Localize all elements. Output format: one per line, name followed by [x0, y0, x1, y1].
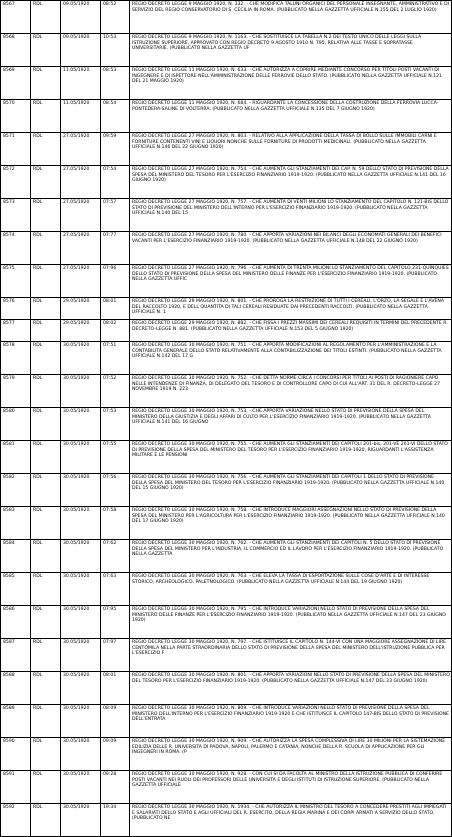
- date-cell-text: 30.05/1920: [63, 409, 90, 414]
- source-type-cell-text: RDL: [33, 607, 43, 612]
- table-row: [1, 133, 452, 166]
- description-cell: [130, 606, 452, 639]
- description-cell: [130, 1, 452, 34]
- record-number-cell: [1, 705, 31, 738]
- source-type-cell-text: RDL: [33, 68, 43, 73]
- date-cell: [61, 166, 101, 199]
- table-row: [1, 540, 452, 573]
- code-cell: [101, 573, 130, 606]
- source-type-cell-text: RDL: [33, 321, 43, 326]
- source-type-cell-text: RDL: [33, 167, 43, 172]
- table-row: [1, 672, 452, 705]
- record-number-cell: [1, 672, 31, 705]
- source-type-cell-text: RDL: [33, 442, 43, 447]
- record-number-cell: [1, 34, 31, 67]
- description-cell-text: REGIO DECRETO LEGGE 30 MAGGIO 1920, N. 1934. - CHE AUTORIZZA IL MINISTRO DEL TESORO A CONCEDERE PRESTITI AGLI IMPIEGATI E SALARIATI DELLO STATO E AGLI UFFICIALI DEL R. ESERCITO, DELLA REGIA MARINA E DEI CORPI ARMATI A SERVIZIO DELLO STATO. (PUBBLICATO NE: [132, 805, 447, 821]
- code-cell: [101, 540, 130, 573]
- record-number-cell-text: 8589: [3, 706, 15, 711]
- date-cell-text: 27.05/1920: [63, 200, 90, 205]
- record-number-cell-text: 8575: [3, 266, 15, 271]
- date-cell-text: 30.05/1920: [63, 607, 90, 612]
- date-cell: [61, 320, 101, 342]
- record-number-cell: [1, 441, 31, 474]
- record-number-cell: [1, 320, 31, 342]
- date-cell: [61, 1, 101, 34]
- source-type-cell: [31, 375, 61, 408]
- date-cell: [61, 771, 101, 804]
- description-cell: [130, 375, 452, 408]
- source-type-cell-text: RDL: [33, 541, 43, 546]
- date-cell-text: 29.05/1920: [63, 299, 90, 304]
- record-number-cell-text: 8576: [3, 299, 15, 304]
- code-cell: [101, 474, 130, 507]
- description-cell-text: REGIO DECRETO LEGGE 29 MAGGIO 1920, N. 801. - CHE PROROGA LA RESTRIZIONE DI TUTTI I CEREALI, L'ORZO, LA SEGALE E L'AVENA DEL RACCOLTO 1920, E DELL QUANTITA DI TALI CEREALI RESIDUATE DAI PRECEDENTI RACCOLTI. (PUBBLICATO NELLA GAZZETTA UFFICIALE N. 1: [132, 299, 444, 315]
- table-row: [1, 67, 452, 100]
- record-number-cell: [1, 166, 31, 199]
- code-cell-text: 07:52: [103, 376, 117, 381]
- table-row: [1, 408, 452, 441]
- record-number-cell-text: 8569: [3, 68, 15, 73]
- source-type-cell: [31, 474, 61, 507]
- date-cell-text: 27.05/1920: [63, 167, 90, 172]
- source-type-cell: [31, 705, 61, 738]
- record-number-cell-text: 8580: [3, 409, 15, 414]
- source-type-cell: [31, 199, 61, 232]
- code-cell-text: 07:54: [103, 167, 117, 172]
- code-cell: [101, 67, 130, 100]
- record-number-cell: [1, 67, 31, 100]
- table-row: [1, 474, 452, 507]
- code-cell-text: 09:59: [103, 134, 117, 139]
- code-cell-text: 07:53: [103, 409, 117, 414]
- date-cell-text: 30.05/1920: [63, 772, 90, 777]
- record-number-cell: [1, 639, 31, 672]
- record-number-cell: [1, 738, 31, 771]
- description-cell: [130, 199, 452, 232]
- date-cell: [61, 100, 101, 133]
- description-cell-text: REGIO DECRETO LEGGE 30 MAGGIO 1920, N. 801. - CHE APPORTA VARIAZIONI NELLO STATO DI PREVISIONE DELLA SPESA DEL MINISTERO DEL TESORO PER L'ESERCIZIO FINANZIARIO 1919-1920. (PUBBLICATO NELLA GAZZETTA UFFICIALE N.147 DEL 23 GIUGNO 1920): [132, 673, 450, 684]
- code-cell: [101, 166, 130, 199]
- record-number-cell-text: 8571: [3, 134, 15, 139]
- description-cell: [130, 474, 452, 507]
- date-cell: [61, 474, 101, 507]
- description-cell-text: REGIO DECRETO LEGGE 30 MAGGIO 1920, N. 763. - CHE ELEVA LA TASSA DI ESPORTAZIONE SULLE COSE D'ARTE E DI INTERESSE STORICO, ARCHEOLOGICO, PALETNOLOGICO. (PUBBLICATO NELLA GAZZETTA UFFICIALE N.144 DEL 19 GIUGNO 1920): [132, 574, 430, 585]
- record-number-cell-text: 8585: [3, 574, 15, 579]
- date-cell: [61, 133, 101, 166]
- record-number-cell-text: 8570: [3, 101, 15, 106]
- record-number-cell: [1, 342, 31, 375]
- source-type-cell: [31, 672, 61, 705]
- date-cell-text: 27.05/1920: [63, 266, 90, 271]
- source-type-cell-text: RDL: [33, 508, 43, 513]
- record-number-cell: [1, 1, 31, 34]
- table-body: [1, 1, 452, 837]
- description-cell-text: REGIO DECRETO LEGGE 30 MAGGIO 1920, N. 928. - CON CUI SI DA FACOLTA AL MINISTRO DELLA ISTRUZIONE PUBBLICA DI CONFERIRE POSTI VACANTI NEI RUOLI DEI PROFESSORI DELLE UNIVERSITA E DEGLI ISTITUTI DI ISTRUZIONE SUPERIORE. (PUBBLICATO NELLA GAZZETTA UFFICIALE: [132, 772, 443, 788]
- source-type-cell: [31, 804, 61, 837]
- code-cell: [101, 408, 130, 441]
- record-number-cell: [1, 540, 31, 573]
- source-type-cell-text: RDL: [33, 233, 43, 238]
- date-cell: [61, 441, 101, 474]
- code-cell-text: 07:62: [103, 541, 117, 546]
- code-cell-text: 08:01: [103, 299, 117, 304]
- description-cell-text: REGIO DECRETO LEGGE 27 MAGGIO 1920, N. 803. - RELATIVO ALLA APPLICAZIONE DELLA TASSA DI BOLLO SULLE IMMOBILI CARNI E FORNITURE CONTENENTI VINI E LIQUORI NONCHE SULLE FORNITURE DI PRODOTTI MEDICINALI. (PUBBLICATO NELLA GAZZETTA UFFICIALE N.146 DEL 22 GIUGNO 1920): [132, 134, 437, 150]
- date-cell-text: 30.05/1920: [63, 541, 90, 546]
- code-cell-text: 07:51: [103, 343, 117, 348]
- record-number-cell: [1, 474, 31, 507]
- description-cell: [130, 771, 452, 804]
- date-cell-text: 30.05/1920: [63, 673, 90, 678]
- table-row: [1, 606, 452, 639]
- date-cell: [61, 573, 101, 606]
- source-type-cell: [31, 34, 61, 67]
- table-row: [1, 265, 452, 298]
- source-type-cell: [31, 441, 61, 474]
- description-cell-text: REGIO DECRETO LEGGE 9 MAGGIO 1920, N. 332. - CHE MODIFICA TALUNI ORGANICI DEL PERSONALE INSEGNANTE, AMMINISTRATIVO E DI SERVIZIO DEL REGIO CONSERVATORIO DI S. CECILIA IN ROMA. (PUBBLICATO NELLA GAZZETTA UFFICIALE N.155 DEL 2 LUGLIO 1920): [132, 2, 449, 13]
- date-cell-text: 11.05/1920: [63, 101, 90, 106]
- table-row: [1, 342, 452, 375]
- description-cell-text: REGIO DECRETO LEGGE 9 MAGGIO 1920, N. 1163. - CHE SOSTITUISCE LA TABELLA N.2 DEI TESTO UNICO DELLE LEGGI SULLA ISTRUZIONE SUPERIORE, APPROVATO CON REGIO DECRETO 9 AGOSTO 1910 N. 795, RELATIVA ALLE TASSE E SOPRATASSE UNIVERSITARIE. (PUBBLICATO NELLA GAZZETTA UF: [132, 35, 422, 51]
- description-cell: [130, 573, 452, 606]
- description-cell: [130, 705, 452, 738]
- code-cell: [101, 100, 130, 133]
- source-type-cell: [31, 738, 61, 771]
- source-type-cell: [31, 540, 61, 573]
- date-cell-text: 30.05/1920: [63, 508, 90, 513]
- table-row: [1, 375, 452, 408]
- record-number-cell-text: 8588: [3, 673, 15, 678]
- source-type-cell: [31, 342, 61, 375]
- date-cell: [61, 408, 101, 441]
- source-type-cell-text: RDL: [33, 574, 43, 579]
- date-cell: [61, 804, 101, 837]
- date-cell-text: 11.05/1920: [63, 68, 90, 73]
- description-cell: [130, 804, 452, 837]
- date-cell-text: 27.05/1920: [63, 233, 90, 238]
- source-type-cell: [31, 639, 61, 672]
- description-cell-text: REGIO DECRETO LEGGE 11 MAGGIO 1920, N. 684. - RIGUARDANTE LA CONCESSIONE DELLA COSTRUZIONE DELLA FERROVIA LUCCA-PONTEDERA-SALINE DI VOLTERRA. (PUBBLICATO NELLA GAZZETTA UFFICIALE N.135 DEL 7 GIUGNO 1920): [132, 101, 439, 112]
- code-cell: [101, 507, 130, 540]
- description-cell: [130, 133, 452, 166]
- table-row: [1, 34, 452, 67]
- description-cell: [130, 265, 452, 298]
- source-type-cell: [31, 166, 61, 199]
- code-cell: [101, 320, 130, 342]
- table-row: [1, 199, 452, 232]
- description-cell-text: REGIO DECRETO LEGGE 11 MAGGIO 1920, N. 633. - CHE AUTORIZZA A COPRIRE MEDIANTE CONCORSO PER TITOLI POSTI VACANTI DI INGEGNERE E DI ISPETTORE NELL'AMMINISTRAZIONE DELLE FERROVIE DELLO STATO. (PUBBLICATO NELLA GAZZETTA UFFICIALE N.121 DEL 21 MAGGIO 1920): [132, 68, 442, 84]
- code-cell-text: 07:55: [103, 442, 117, 447]
- source-type-cell: [31, 408, 61, 441]
- description-cell-text: REGIO DECRETO LEGGE 27 MAGGIO 1920, N. 780. - CHE APPORTA VARIAZIONI NEI BILANCI DEGLI ECONOMATI GENERALI DEI BENEFICI VACANTI PER L'ESERCIZIO FINANZIARIO 1919-1920. (PUBBLICATO NELLA GAZZETTA UFFICIALE N.148 DEL 22 GIUGNO 1920): [132, 233, 442, 244]
- date-cell-text: 30.05/1920: [63, 442, 90, 447]
- record-number-cell: [1, 199, 31, 232]
- code-cell: [101, 298, 130, 320]
- record-number-cell-text: 8591: [3, 772, 15, 777]
- description-cell: [130, 507, 452, 540]
- table-row: [1, 804, 452, 837]
- record-number-cell-text: 8574: [3, 233, 15, 238]
- code-cell: [101, 232, 130, 265]
- source-type-cell: [31, 1, 61, 34]
- code-cell-text: 08:52: [103, 2, 117, 7]
- date-cell: [61, 540, 101, 573]
- table-row: [1, 738, 452, 771]
- description-cell: [130, 100, 452, 133]
- record-number-cell: [1, 375, 31, 408]
- code-cell: [101, 34, 130, 67]
- description-cell: [130, 408, 452, 441]
- source-type-cell-text: RDL: [33, 673, 43, 678]
- record-number-cell-text: 8590: [3, 739, 15, 744]
- date-cell: [61, 67, 101, 100]
- source-type-cell-text: RDL: [33, 343, 43, 348]
- description-cell: [130, 67, 452, 100]
- date-cell: [61, 672, 101, 705]
- description-cell-text: REGIO DECRETO LEGGE 30 MAGGIO 1920, N. 795. - CHE INTRODUCE VARIAZIONI NELLO STATO DI PREVISIONE DELLA SPESA DEL MINISTERO DELLE FINANZE PER L'ESERCIZIO FINANZIARIO 1919-1920. (PUBBLICATO NELLA GAZZETTA UFFICIALE N.147 DEL 23 GIUGNO 1920): [132, 607, 446, 623]
- code-cell-text: 08:02: [103, 321, 117, 326]
- record-number-cell: [1, 232, 31, 265]
- date-cell-text: 30.05/1920: [63, 640, 90, 645]
- source-type-cell-text: RDL: [33, 200, 43, 205]
- description-cell: [130, 232, 452, 265]
- description-cell-text: REGIO DECRETO LEGGE 29 MAGGIO 1920, N. 882. - CHE FISSA I PREZZI MASSIMI DEI CEREALI REQUISITI IN TERMINI DEL PRECEDENTE R. DECRETO-LEGGE N. 881. (PUBBLICATO NELLA GAZZETTA UFFICIALE N.153 DEL 5 GIUGNO 1920): [132, 321, 448, 332]
- code-cell: [101, 265, 130, 298]
- date-cell: [61, 342, 101, 375]
- description-cell: [130, 34, 452, 67]
- description-cell: [130, 320, 452, 342]
- code-cell-text: 09:28: [103, 772, 117, 777]
- code-cell: [101, 705, 130, 738]
- table-row: [1, 320, 452, 342]
- date-cell: [61, 639, 101, 672]
- record-number-cell: [1, 804, 31, 837]
- code-cell-text: 07:77: [103, 233, 117, 238]
- source-type-cell: [31, 320, 61, 342]
- date-cell-text: 29.05/1920: [63, 321, 90, 326]
- source-type-cell: [31, 606, 61, 639]
- source-type-cell-text: RDL: [33, 376, 43, 381]
- source-type-cell-text: RDL: [33, 101, 43, 106]
- source-type-cell: [31, 507, 61, 540]
- description-cell: [130, 342, 452, 375]
- record-number-cell-text: 8572: [3, 167, 15, 172]
- record-number-cell-text: 8583: [3, 508, 15, 513]
- date-cell-text: 09.05/1920: [63, 35, 90, 40]
- code-cell-text: 07:57: [103, 200, 117, 205]
- description-cell: [130, 672, 452, 705]
- date-cell: [61, 298, 101, 320]
- table-row: [1, 573, 452, 606]
- description-cell-text: REGIO DECRETO LEGGE 30 MAGGIO 1920, N. 762. - CHE AUMENTA GLI STANZIAMENTI DEI CAPITOLI N. 5 DELLO STATO DI PREVISIONE DELLA SPESA DEL MINISTERO PER L'INDUSTRIA, IL COMMERCIO ED IL LAVORO PER L'ESERCIZIO FINANZIARIO 1919-1920. (PUBBLICATO NELLA GAZZETTA: [132, 541, 444, 557]
- date-cell: [61, 507, 101, 540]
- code-cell-text: 08:01: [103, 673, 117, 678]
- description-cell-text: REGIO DECRETO LEGGE 27 MAGGIO 1920, N. 754. - CHE AUMENTA GLI STANZIAMENTI DEI CAP. N. 59 DELLO STATO DI PREVISIONE DELLA SPESA DEL MINISTERO DEL TESORO PER L'ESERCIZIO FINANZIARIO 1919-1920. (PUBBLICATO NELLA GAZZETTA UFFICIALE N.141 DEL 16 GIUGNO 1920): [132, 167, 449, 183]
- code-cell-text: 07:95: [103, 607, 117, 612]
- record-number-cell-text: 8578: [3, 343, 15, 348]
- code-cell: [101, 199, 130, 232]
- description-cell-text: REGIO DECRETO LEGGE 30 MAGGIO 1920, N. 755. - CHE AUMENTA GLI STANZIAMENTI DEI CAPITOLI 201-bis, 201-VE 201-VI DELLO STATO DI PREVISIONE DELLA SPESA DEL MINISTERO DEL TESORO PER L'ESERCIZIO FINANZIARIO 1919-1920, RIGUARDANTI L'ASSISTENZA MILITARE E LE PENSIONI: [132, 442, 448, 458]
- record-number-cell-text: 8592: [3, 805, 15, 810]
- source-type-cell: [31, 100, 61, 133]
- description-cell-text: REGIO DECRETO LEGGE 30 MAGGIO 1920, N. 753. - CHE APPORTA VARIAZIONE NELLO STATO DI PREVISIONE DELLA SPESA DEL MINISTERO DELLA GIUSTIZIA E DEGLI AFFARI DI CULTO PER L'ESERCIZIO FINANZIARIO 1919-1920. (PUBBLICATO NELLA GAZZETTA UFFICIALE N.141 DEL 16 GIUGNO: [132, 409, 431, 425]
- source-type-cell-text: RDL: [33, 640, 43, 645]
- code-cell-text: 07:97: [103, 640, 117, 645]
- source-type-cell-text: RDL: [33, 35, 43, 40]
- source-type-cell-text: RDL: [33, 772, 43, 777]
- table-row: [1, 1, 452, 34]
- date-cell: [61, 705, 101, 738]
- source-type-cell: [31, 298, 61, 320]
- date-cell: [61, 375, 101, 408]
- record-number-cell: [1, 606, 31, 639]
- description-cell: [130, 298, 452, 320]
- description-cell-text: REGIO DECRETO LEGGE 30 MAGGIO 1920, N. 756. - CHE AUMENTA GLI STANZIAMENTI DEI CAPITOLI 1 DELLO STATO DI PREVISIONE DELLA SPESA DEL MINISTERO DEL TESORO PER L'ESERCIZIO FINANZIARIO 1919-1920. (PUBBLICATO NELLA GAZZETTA UFFICIALE N.140 DEL 15 GIUGNO 1920): [132, 475, 445, 491]
- record-number-cell-text: 8586: [3, 607, 15, 612]
- description-cell-text: REGIO DECRETO LEGGE 30 MAGGIO 1920, N. 909. - CHE AUTORIZZA LA SPESA COMPLESSIVA DI LIRE 30 MILIONI PER LA SISTEMAZIONE EDILIZIA DELLE R. UNIVERSITA DI PADOVA, NAPOLI, PALERMO E CATANIA, NONCHE DELLA R. SCUOLA DI APPLICAZIONE PER GLI INGEGNERI IN ROMA. (P: [132, 739, 446, 755]
- description-cell-text: REGIO DECRETO LEGGE 27 MAGGIO 1920, N. 796. - CHE AUMENTA DI TRENTA MILIONI LO STANZIAMENTO DEL CAPITOLO 231-QUINQUIES DELLO STATO DI PREVISIONE DELLA SPESA DEL MINISTERO DELLE FINANZE PER L'ESERCIZIO FINANZIARIO 1919-1920. (PUBBLICATO NELLA GAZZETTA UFFIC: [132, 266, 449, 282]
- table-row: [1, 232, 452, 265]
- date-cell-text: 27.05/1920: [63, 134, 90, 139]
- record-number-cell-text: 8587: [3, 640, 15, 645]
- table-row: [1, 441, 452, 474]
- code-cell: [101, 804, 130, 837]
- date-cell-text: 09.05/1920: [63, 2, 90, 7]
- code-cell: [101, 771, 130, 804]
- date-cell-text: 30.05/1920: [63, 376, 90, 381]
- description-cell: [130, 441, 452, 474]
- date-cell: [61, 606, 101, 639]
- description-cell: [130, 166, 452, 199]
- source-type-cell-text: RDL: [33, 134, 43, 139]
- source-type-cell-text: RDL: [33, 299, 43, 304]
- date-cell-text: 30.05/1920: [63, 343, 90, 348]
- code-cell-text: 10:53: [103, 35, 117, 40]
- record-number-cell: [1, 771, 31, 804]
- table-row: [1, 100, 452, 133]
- description-cell-text: REGIO DECRETO LEGGE 30 MAGGIO 1920, N. 751. - CHE APPORTA MODIFICAZIONI AL REGOLAMENTO PER L'AMMINISTRAZIONE E LA CONTABILITA GENERALE DELLO STATO RELATIVAMENTE ALLA CONTABILIZZAZIONE DEI TITOLI ESTINTI. (PUBBLICATO NELLA GAZZETTA UFFICIALE N.142 DEL 17 G: [132, 343, 442, 359]
- code-cell-text: 09:09: [103, 739, 117, 744]
- record-number-cell-text: 8573: [3, 200, 15, 205]
- record-number-cell: [1, 265, 31, 298]
- description-cell-text: REGIO DECRETO LEGGE 27 MAGGIO 1920, N. 757. - CHE AUMENTA DI VENTI MILIONI LO STANZIAMENTO DEL CAPITOLO N. 121-BIS DELLO STATO DI PREVISIONE DEL MINISTERO DELL'INTERNO PER L'ESERCIZIO FINANZIARIO 1919-1920. (PUBBLICATO NELLA GAZZETTA UFFICIALE N.140 DEL 15: [132, 200, 449, 216]
- code-cell: [101, 133, 130, 166]
- code-cell: [101, 342, 130, 375]
- date-cell-text: 30.05/1920: [63, 475, 90, 480]
- source-type-cell: [31, 232, 61, 265]
- code-cell-text: 08:54: [103, 101, 117, 106]
- code-cell: [101, 606, 130, 639]
- table-row: [1, 639, 452, 672]
- record-number-cell-text: 8582: [3, 475, 15, 480]
- source-type-cell: [31, 573, 61, 606]
- record-number-cell-text: 8584: [3, 541, 15, 546]
- source-type-cell-text: RDL: [33, 409, 43, 414]
- date-cell: [61, 199, 101, 232]
- code-cell: [101, 639, 130, 672]
- source-type-cell-text: RDL: [33, 266, 43, 271]
- record-number-cell: [1, 507, 31, 540]
- description-cell-text: REGIO DECRETO LEGGE 30 MAGGIO 1920, N. 809. - CHE INTRODUCE VARIAZIONI NELLO STATO DI PREVISIONE DELLA SPESA DEL MINISTERO DELL'INTERNO PER L'ESERCIZIO FINANZIARIO 1919-1920 E CHE ISTITUISCE IL CAPITOLO 147-BIS DELLO STATO DI PREVISIONE DELL'ENTRATA: [132, 706, 449, 722]
- code-cell-text: 08:53: [103, 68, 117, 73]
- date-cell: [61, 232, 101, 265]
- code-cell: [101, 672, 130, 705]
- record-number-cell-text: 8579: [3, 376, 15, 381]
- description-cell: [130, 639, 452, 672]
- record-number-cell-text: 8567: [3, 2, 15, 7]
- source-type-cell-text: RDL: [33, 2, 43, 7]
- code-cell: [101, 441, 130, 474]
- description-cell-text: REGIO DECRETO LEGGE 30 MAGGIO 1920, N. 752. - CHE DETTA NORME CIRCA I CONCORSI PER TITOLI AI POSTI DI RAGIONIERE CAPO NELLE INTENDENZE DI FINANZA, DI DELEGATO DEL TESORO E DI CONTROLLORE CAPO DI CUI ALL'ART. 31 DEL R. DECRETO-LEGGE 27 NOVEMBRE 1919 N. 223: [132, 376, 440, 392]
- source-type-cell: [31, 67, 61, 100]
- source-type-cell: [31, 265, 61, 298]
- record-number-cell-text: 8568: [3, 35, 15, 40]
- code-cell-text: 07:96: [103, 266, 117, 271]
- date-cell: [61, 738, 101, 771]
- code-cell: [101, 375, 130, 408]
- source-type-cell-text: RDL: [33, 475, 43, 480]
- date-cell-text: 30.05/1920: [63, 805, 90, 810]
- source-type-cell-text: RDL: [33, 739, 43, 744]
- source-type-cell: [31, 771, 61, 804]
- date-cell-text: 30.05/1920: [63, 739, 90, 744]
- description-cell: [130, 738, 452, 771]
- code-cell-text: 07:63: [103, 574, 117, 579]
- code-cell-text: 19:34: [103, 805, 117, 810]
- date-cell-text: 30.05/1920: [63, 574, 90, 579]
- table-row: [1, 705, 452, 738]
- record-number-cell: [1, 133, 31, 166]
- record-number-cell: [1, 573, 31, 606]
- code-cell-text: 08:09: [103, 706, 117, 711]
- source-type-cell-text: RDL: [33, 706, 43, 711]
- code-cell: [101, 1, 130, 34]
- code-cell: [101, 738, 130, 771]
- date-cell: [61, 34, 101, 67]
- table-row: [1, 771, 452, 804]
- description-cell-text: REGIO DECRETO LEGGE 30 MAGGIO 1920, N. 797. - CHE ISTITUISCE IL CAPITOLO N. 144-VI CON UNA MAGGIORE ASSEGNAZIONE DI LIRE CENTOMILA NELLA PARTE STRAORDINARIA DELLO STATO DI PREVISIONE DELLA SPESA DEL MINISTERO DELL'ISTRUZIONE PUBBLICA PER L'ESERCIZIO F: [132, 640, 447, 656]
- date-cell-text: 30.05/1920: [63, 706, 90, 711]
- description-cell-text: REGIO DECRETO LEGGE 30 MAGGIO 1920, N. 758. - CHE INTRODUCE MAGGIORI ASSEGNAZIONI NELLO STATO DI PREVISIONE DELLA SPESA DEL MINISTERO PER L'AGRICOLTURA PER L'ESERCIZIO FINANZIARIO 1919-1920. (PUBBLICATO NELLA GAZZETTA UFFICIALE N.140 DEL 17 GIUGNO 1920): [132, 508, 445, 524]
- table-row: [1, 298, 452, 320]
- table-row: [1, 166, 452, 199]
- source-type-cell-text: RDL: [33, 805, 43, 810]
- source-type-cell: [31, 133, 61, 166]
- date-cell: [61, 265, 101, 298]
- description-cell: [130, 540, 452, 573]
- code-cell-text: 07:56: [103, 475, 117, 480]
- record-number-cell-text: 8577: [3, 321, 15, 326]
- record-number-cell: [1, 408, 31, 441]
- record-number-cell: [1, 100, 31, 133]
- record-number-cell-text: 8581: [3, 442, 15, 447]
- code-cell-text: 07:58: [103, 508, 117, 513]
- record-number-cell: [1, 298, 31, 320]
- table-row: [1, 507, 452, 540]
